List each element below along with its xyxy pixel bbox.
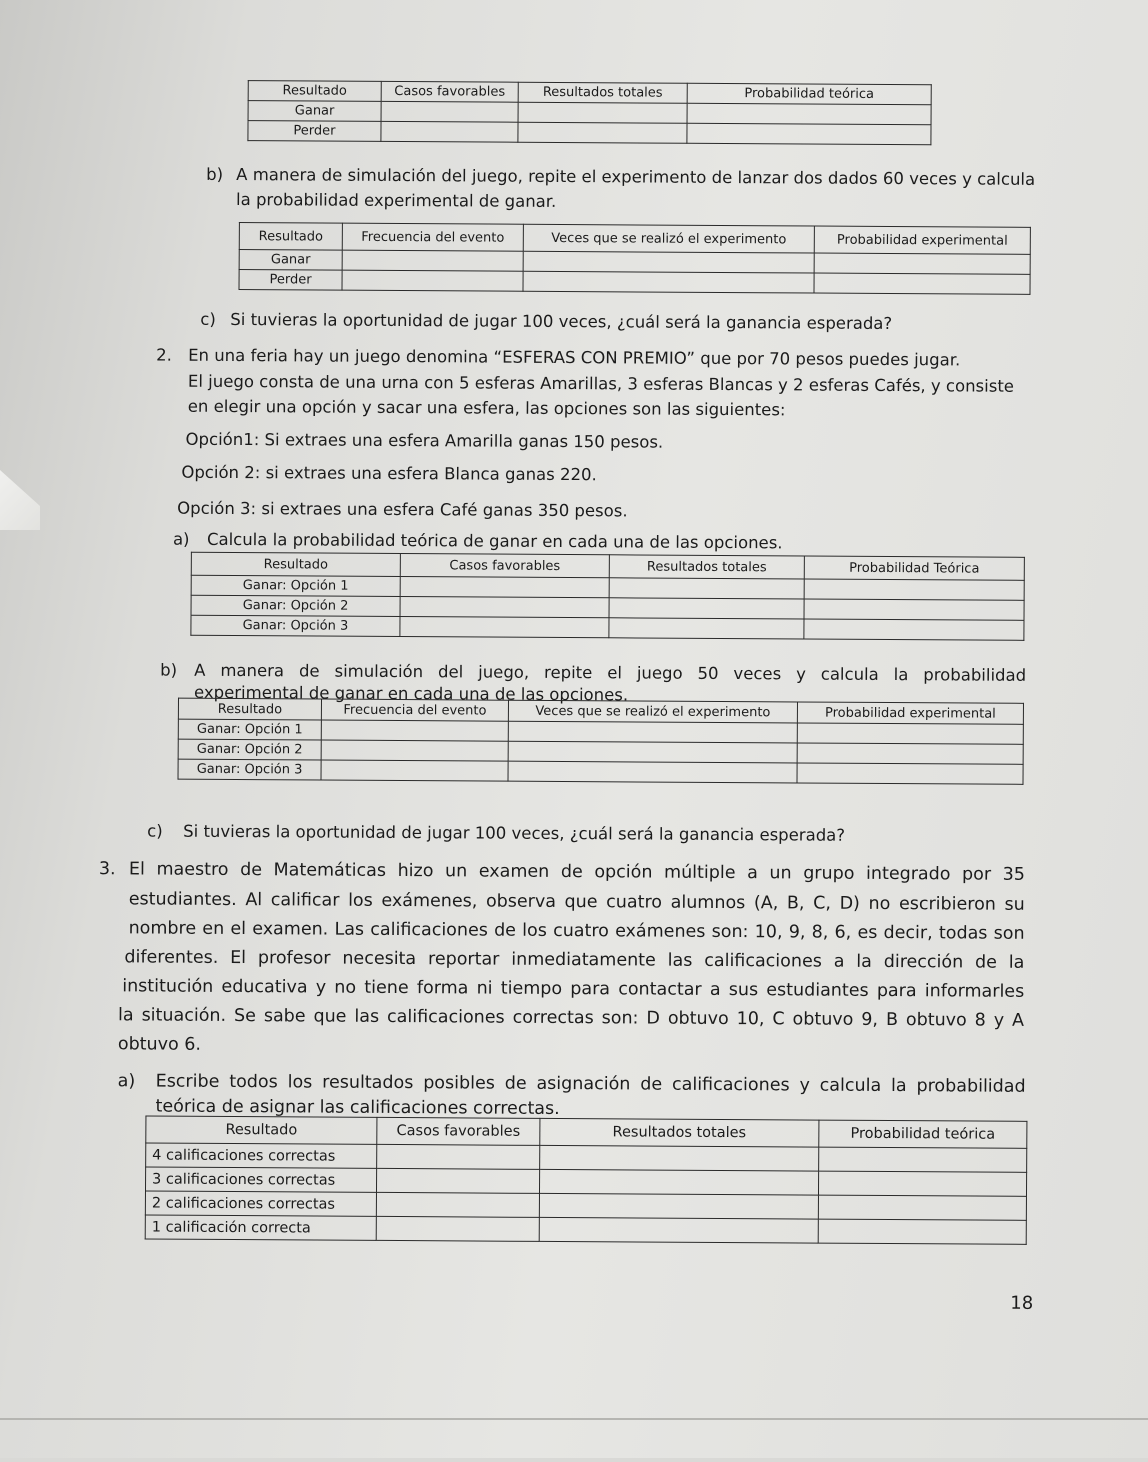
question-2b-label: b) (160, 660, 178, 680)
answer-cell[interactable] (804, 599, 1024, 620)
question-2-option-1: Opción1: Si extraes una esfera Amarilla ganas 150 pesos. (185, 429, 664, 452)
answer-cell[interactable] (376, 1216, 539, 1241)
answer-cell[interactable] (609, 598, 804, 619)
question-2b-line1: A manera de simulación del juego, repite el juego 50 veces y calcula la probabilidad (194, 660, 1027, 685)
question-3-line2: estudiantes. Al calificar los exámenes, observa que cuatro alumnos (A, B, C, D) no escribieron su (128, 889, 1025, 915)
answer-cell[interactable] (523, 271, 814, 293)
answer-cell[interactable] (814, 273, 1030, 294)
answer-cell[interactable] (400, 617, 609, 638)
table-header-cell: Veces que se realizó el experimento (523, 224, 814, 253)
table-header-cell: Resultado (191, 552, 400, 576)
table-header-cell: Casos favorables (400, 554, 609, 578)
question-2-option-2: Opción 2: si extraes una esfera Blanca ganas 220. (181, 462, 597, 485)
answer-cell[interactable] (342, 250, 523, 271)
row-label: Perder (239, 270, 342, 291)
row-label: 2 calificaciones correctas (145, 1191, 376, 1216)
table-row (145, 1215, 1026, 1244)
question-2-number: 2. (156, 345, 172, 365)
answer-cell[interactable] (508, 721, 797, 743)
answer-cell[interactable] (687, 103, 931, 124)
answer-cell[interactable] (376, 1192, 539, 1217)
answer-cell[interactable] (804, 619, 1024, 640)
answer-cell[interactable] (797, 743, 1023, 764)
page-bottom-edge (0, 1418, 1148, 1420)
table-1-probabilidad-teorica (247, 80, 931, 145)
table-header-cell: Probabilidad Teórica (804, 556, 1024, 580)
table-header-cell: Resultado (239, 223, 342, 251)
answer-cell[interactable] (819, 1147, 1027, 1172)
answer-cell[interactable] (539, 1217, 818, 1243)
question-3-line4: diferentes. El profesor necesita reportar inmediatamente las calificaciones a la dirección de la (124, 947, 1025, 973)
question-1c-label: c) (200, 309, 216, 329)
answer-cell[interactable] (342, 270, 523, 291)
table-header-cell: Probabilidad experimental (814, 226, 1030, 254)
question-3-number: 3. (98, 859, 116, 880)
table-header-cell: Resultados totales (540, 1118, 819, 1147)
answer-cell[interactable] (797, 723, 1023, 744)
row-label: 4 calificaciones correctas (146, 1143, 377, 1168)
question-2-line1: En una feria hay un juego denomina “ESFERAS CON PREMIO” que por 70 pesos puedes jugar. (188, 345, 961, 370)
question-2-option-3: Opción 3: si extraes una esfera Café ganas 350 pesos. (177, 498, 628, 521)
answer-cell[interactable] (804, 579, 1024, 600)
answer-cell[interactable] (523, 251, 814, 273)
question-2c-label: c) (147, 821, 163, 841)
row-label: Ganar: Opción 2 (191, 595, 400, 616)
table-header-cell: Probabilidad experimental (797, 702, 1023, 724)
table-header-cell: Resultado (146, 1116, 377, 1144)
answer-cell[interactable] (376, 1168, 539, 1193)
question-3-line7: obtuvo 6. (117, 1034, 202, 1055)
question-3a-line2: teórica de asignar las calificaciones correctas. (155, 1096, 560, 1120)
answer-cell[interactable] (687, 123, 931, 144)
answer-cell[interactable] (609, 618, 804, 639)
table-header-cell: Resultado (178, 698, 321, 720)
table-row (191, 615, 1024, 640)
answer-cell[interactable] (814, 253, 1030, 274)
question-1b-line1: A manera de simulación del juego, repite el experimento de lanzar dos dados 60 veces y calcula (236, 165, 1036, 189)
table-4-probabilidad-experimental-opciones (178, 698, 1024, 785)
answer-cell[interactable] (381, 101, 518, 122)
table-row (239, 270, 1030, 295)
question-3a-line1: Escribe todos los resultados posibles de asignación de calificaciones y calcula la probabilidad (155, 1071, 1026, 1097)
question-1b-label: b) (206, 164, 224, 184)
question-2-line2: El juego consta de una urna con 5 esferas Amarillas, 3 esferas Blancas y 2 esferas Cafés, y consiste (187, 371, 1015, 396)
row-label: Ganar (248, 101, 381, 122)
answer-cell[interactable] (818, 1219, 1026, 1244)
answer-cell[interactable] (609, 578, 804, 599)
answer-cell[interactable] (321, 760, 508, 781)
table-5-calificaciones-correctas (145, 1115, 1028, 1244)
row-label: 3 calificaciones correctas (145, 1167, 376, 1192)
question-2c-text: Si tuvieras la oportunidad de jugar 100 veces, ¿cuál será la ganancia esperada? (183, 821, 846, 845)
question-2a-label: a) (172, 529, 190, 549)
table-header-cell: Frecuencia del evento (342, 223, 523, 251)
question-3-line3: nombre en el examen. Las calificaciones de los cuatro exámenes son: 10, 9, 8, 6, es decir, todas son (128, 918, 1025, 944)
answer-cell[interactable] (818, 1171, 1026, 1196)
question-1c-text: Si tuvieras la oportunidad de jugar 100 veces, ¿cuál será la ganancia esperada? (230, 309, 893, 334)
table-header-cell: Probabilidad teórica (819, 1120, 1027, 1148)
answer-cell[interactable] (818, 1195, 1026, 1220)
row-label: Perder (248, 121, 381, 142)
answer-cell[interactable] (540, 1145, 819, 1171)
page-number: 18 (1010, 1292, 1034, 1314)
answer-cell[interactable] (508, 761, 797, 783)
answer-cell[interactable] (518, 122, 687, 143)
row-label: Ganar: Opción 1 (178, 719, 321, 740)
table-row (178, 759, 1023, 784)
question-1b-line2: la probabilidad experimental de ganar. (235, 190, 557, 211)
answer-cell[interactable] (518, 102, 687, 123)
table-header-cell: Resultados totales (609, 555, 804, 579)
table-row (248, 121, 931, 145)
answer-cell[interactable] (539, 1193, 818, 1219)
table-header-cell: Veces que se realizó el experimento (508, 700, 797, 723)
row-label: Ganar: Opción 3 (178, 759, 321, 780)
table-header-cell: Resultados totales (518, 82, 687, 103)
table-header-cell: Probabilidad teórica (687, 83, 931, 104)
question-3a-label: a) (117, 1071, 136, 1092)
answer-cell[interactable] (381, 121, 518, 142)
question-3-line1: El maestro de Matemáticas hizo un examen de opción múltiple a un grupo integrado por 35 (128, 859, 1026, 885)
row-label: Ganar: Opción 2 (178, 739, 321, 760)
answer-cell[interactable] (377, 1144, 540, 1169)
answer-cell[interactable] (400, 597, 609, 618)
table-2-probabilidad-experimental (238, 222, 1030, 295)
row-label: Ganar (239, 250, 342, 271)
answer-cell[interactable] (508, 741, 797, 763)
table-header-cell: Frecuencia del evento (321, 699, 508, 721)
row-label: 1 calificación correcta (145, 1215, 376, 1240)
question-3-line6: la situación. Se sabe que las calificaciones correctas son: D obtuvo 10, C obtuvo 9, B obtuvo 8 y A (118, 1005, 1025, 1031)
answer-cell[interactable] (400, 577, 609, 598)
table-header-cell: Casos favorables (381, 81, 518, 102)
answer-cell[interactable] (539, 1169, 818, 1195)
question-2b-line2: experimental de ganar en cada una de las opciones. (193, 682, 629, 705)
answer-cell[interactable] (797, 763, 1023, 784)
table-3-probabilidad-teorica-opciones (190, 552, 1024, 641)
question-2-line3: en elegir una opción y sacar una esfera, las opciones son las siguientes: (187, 396, 786, 420)
answer-cell[interactable] (321, 740, 508, 761)
row-label: Ganar: Opción 3 (191, 615, 400, 636)
answer-cell[interactable] (321, 720, 508, 741)
table-header-cell: Casos favorables (377, 1117, 540, 1145)
table-header-cell: Resultado (248, 81, 381, 102)
row-label: Ganar: Opción 1 (191, 575, 400, 596)
question-2a-text: Calcula la probabilidad teórica de ganar en cada una de las opciones. (206, 529, 783, 553)
question-3-line5: institución educativa y no tiene forma ni tiempo para contactar a sus estudiantes para informarles (122, 976, 1025, 1002)
